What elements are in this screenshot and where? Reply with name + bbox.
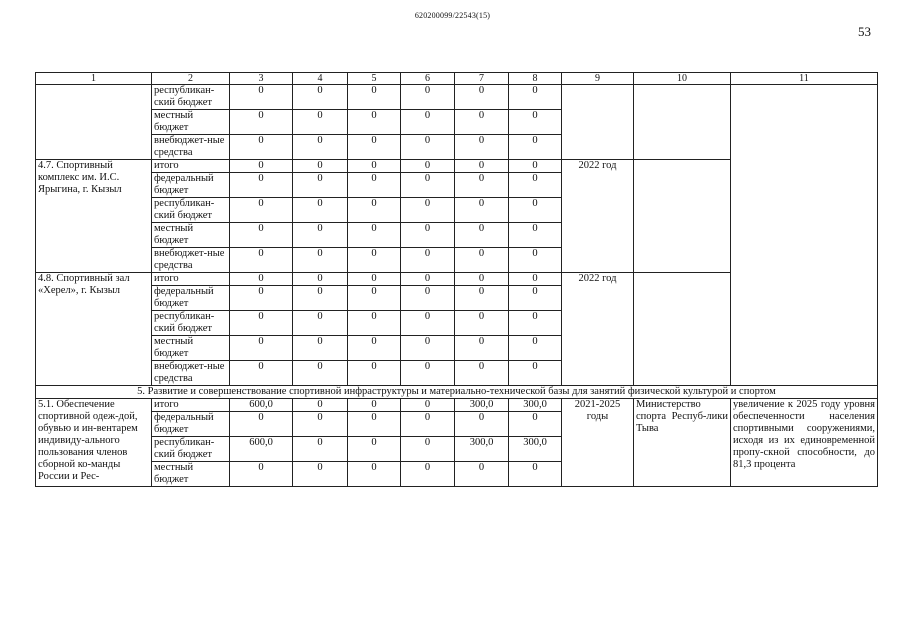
amount-cell: 0 bbox=[348, 110, 401, 135]
amount-cell: 0 bbox=[293, 173, 348, 198]
amount-cell: 300,0 bbox=[509, 437, 562, 462]
funding-source: республикан-ский бюджет bbox=[152, 437, 230, 462]
amount-cell: 0 bbox=[455, 273, 509, 286]
amount-cell: 0 bbox=[348, 412, 401, 437]
amount-cell: 0 bbox=[509, 462, 562, 487]
column-number: 9 bbox=[562, 73, 634, 85]
funding-source: местный бюджет bbox=[152, 110, 230, 135]
amount-cell: 0 bbox=[401, 462, 455, 487]
amount-cell: 0 bbox=[230, 412, 293, 437]
amount-cell: 0 bbox=[455, 248, 509, 273]
amount-cell: 0 bbox=[401, 286, 455, 311]
amount-cell: 0 bbox=[348, 462, 401, 487]
amount-cell: 0 bbox=[293, 399, 348, 412]
amount-cell: 0 bbox=[401, 412, 455, 437]
amount-cell: 0 bbox=[401, 110, 455, 135]
amount-cell: 0 bbox=[401, 311, 455, 336]
amount-cell: 0 bbox=[455, 160, 509, 173]
executor-cell bbox=[634, 85, 731, 160]
amount-cell: 0 bbox=[293, 462, 348, 487]
amount-cell: 300,0 bbox=[455, 399, 509, 412]
amount-cell: 0 bbox=[230, 85, 293, 110]
amount-cell: 0 bbox=[509, 273, 562, 286]
amount-cell: 0 bbox=[509, 311, 562, 336]
amount-cell: 0 bbox=[230, 273, 293, 286]
amount-cell: 0 bbox=[401, 198, 455, 223]
amount-cell: 0 bbox=[509, 198, 562, 223]
amount-cell: 0 bbox=[230, 110, 293, 135]
amount-cell: 0 bbox=[509, 248, 562, 273]
column-number: 4 bbox=[293, 73, 348, 85]
column-number: 5 bbox=[348, 73, 401, 85]
amount-cell: 0 bbox=[401, 399, 455, 412]
amount-cell: 300,0 bbox=[509, 399, 562, 412]
amount-cell: 0 bbox=[401, 248, 455, 273]
amount-cell: 0 bbox=[455, 173, 509, 198]
amount-cell: 0 bbox=[230, 160, 293, 173]
amount-cell: 0 bbox=[509, 135, 562, 160]
funding-source: внебюджет-ные средства bbox=[152, 248, 230, 273]
object-name: 4.7. Спортивный комплекс им. И.С. Ярыгина, г. Кызыл bbox=[36, 160, 152, 273]
column-number: 7 bbox=[455, 73, 509, 85]
amount-cell: 0 bbox=[348, 286, 401, 311]
page-number: 53 bbox=[858, 24, 871, 39]
amount-cell: 0 bbox=[401, 361, 455, 386]
amount-cell: 0 bbox=[230, 336, 293, 361]
table-row bbox=[36, 399, 878, 412]
amount-cell: 0 bbox=[509, 412, 562, 437]
amount-cell: 0 bbox=[401, 223, 455, 248]
funding-source: внебюджет-ные средства bbox=[152, 135, 230, 160]
amount-cell: 0 bbox=[293, 160, 348, 173]
column-number: 3 bbox=[230, 73, 293, 85]
amount-cell: 0 bbox=[455, 110, 509, 135]
amount-cell: 0 bbox=[230, 135, 293, 160]
amount-cell: 0 bbox=[509, 110, 562, 135]
header-row bbox=[36, 73, 878, 85]
column-number: 10 bbox=[634, 73, 731, 85]
amount-cell: 0 bbox=[509, 336, 562, 361]
amount-cell: 0 bbox=[230, 286, 293, 311]
amount-cell: 0 bbox=[401, 85, 455, 110]
amount-cell: 0 bbox=[455, 85, 509, 110]
amount-cell: 0 bbox=[293, 437, 348, 462]
result-cell bbox=[731, 85, 878, 386]
amount-cell: 0 bbox=[455, 223, 509, 248]
amount-cell: 0 bbox=[509, 223, 562, 248]
funding-source: республикан-ский бюджет bbox=[152, 311, 230, 336]
column-number: 2 bbox=[152, 73, 230, 85]
amount-cell: 0 bbox=[348, 248, 401, 273]
amount-cell: 0 bbox=[455, 135, 509, 160]
amount-cell: 0 bbox=[293, 198, 348, 223]
funding-source: местный бюджет bbox=[152, 462, 230, 487]
amount-cell: 0 bbox=[293, 286, 348, 311]
amount-cell: 0 bbox=[293, 135, 348, 160]
amount-cell: 0 bbox=[293, 412, 348, 437]
funding-source: федеральный бюджет bbox=[152, 173, 230, 198]
executor-cell bbox=[634, 160, 731, 273]
funding-source: итого bbox=[152, 160, 230, 173]
amount-cell: 0 bbox=[293, 336, 348, 361]
amount-cell: 0 bbox=[401, 160, 455, 173]
funding-source: внебюджет-ные средства bbox=[152, 361, 230, 386]
amount-cell: 0 bbox=[401, 173, 455, 198]
column-number: 1 bbox=[36, 73, 152, 85]
amount-cell: 0 bbox=[230, 462, 293, 487]
amount-cell: 0 bbox=[455, 311, 509, 336]
amount-cell: 600,0 bbox=[230, 437, 293, 462]
amount-cell: 0 bbox=[230, 361, 293, 386]
amount-cell: 0 bbox=[401, 437, 455, 462]
amount-cell: 0 bbox=[230, 173, 293, 198]
table-row bbox=[36, 85, 878, 110]
amount-cell: 0 bbox=[455, 462, 509, 487]
amount-cell: 0 bbox=[509, 160, 562, 173]
funding-source: итого bbox=[152, 399, 230, 412]
funding-source: республикан-ский бюджет bbox=[152, 85, 230, 110]
amount-cell: 0 bbox=[348, 311, 401, 336]
column-number: 11 bbox=[731, 73, 878, 85]
amount-cell: 0 bbox=[509, 173, 562, 198]
amount-cell: 0 bbox=[230, 223, 293, 248]
expected-result: увеличение к 2025 году уровня обеспеченности населения спортивными сооружениями, исходя из их единовременной пропу-скной способности, до 81,3 процента bbox=[731, 399, 878, 487]
amount-cell: 0 bbox=[348, 273, 401, 286]
measure-name: 5.1. Обеспечение спортивной одеж-дой, обувью и ин-вентарем индивиду-ального пользования членов сборной ко-манды России и Рес- bbox=[36, 399, 152, 487]
amount-cell: 0 bbox=[455, 286, 509, 311]
object-name-cell bbox=[36, 85, 152, 160]
period-cell bbox=[562, 85, 634, 160]
amount-cell: 0 bbox=[293, 361, 348, 386]
amount-cell: 0 bbox=[348, 198, 401, 223]
amount-cell: 0 bbox=[230, 248, 293, 273]
amount-cell: 0 bbox=[293, 311, 348, 336]
amount-cell: 0 bbox=[348, 135, 401, 160]
program-table bbox=[35, 72, 878, 487]
column-number: 6 bbox=[401, 73, 455, 85]
amount-cell: 0 bbox=[348, 336, 401, 361]
funding-source: федеральный бюджет bbox=[152, 412, 230, 437]
amount-cell: 0 bbox=[348, 437, 401, 462]
amount-cell: 0 bbox=[230, 311, 293, 336]
amount-cell: 0 bbox=[348, 361, 401, 386]
amount-cell: 0 bbox=[401, 273, 455, 286]
amount-cell: 0 bbox=[230, 198, 293, 223]
amount-cell: 0 bbox=[455, 412, 509, 437]
executor-cell bbox=[634, 273, 731, 386]
section-row bbox=[36, 386, 878, 399]
funding-source: местный бюджет bbox=[152, 336, 230, 361]
amount-cell: 0 bbox=[348, 399, 401, 412]
section-title: 5. Развитие и совершенствование спортивной инфраструктуры и материально-технической базы для занятий физической культурой и спортом bbox=[36, 386, 878, 399]
amount-cell: 300,0 bbox=[455, 437, 509, 462]
executor: Министерство спорта Респуб-лики Тыва bbox=[634, 399, 731, 487]
amount-cell: 0 bbox=[455, 198, 509, 223]
amount-cell: 0 bbox=[348, 85, 401, 110]
funding-source: федеральный бюджет bbox=[152, 286, 230, 311]
amount-cell: 0 bbox=[455, 361, 509, 386]
period: 2022 год bbox=[562, 160, 634, 273]
funding-source: итого bbox=[152, 273, 230, 286]
period: 2022 год bbox=[562, 273, 634, 386]
amount-cell: 0 bbox=[348, 223, 401, 248]
amount-cell: 0 bbox=[293, 223, 348, 248]
object-name: 4.8. Спортивный зал «Херел», г. Кызыл bbox=[36, 273, 152, 386]
amount-cell: 0 bbox=[348, 173, 401, 198]
amount-cell: 0 bbox=[293, 85, 348, 110]
amount-cell: 0 bbox=[509, 286, 562, 311]
amount-cell: 0 bbox=[509, 85, 562, 110]
document-code: 620200099/22543(15) bbox=[414, 11, 491, 20]
amount-cell: 0 bbox=[401, 135, 455, 160]
amount-cell: 0 bbox=[455, 336, 509, 361]
period: 2021-2025 годы bbox=[562, 399, 634, 487]
amount-cell: 600,0 bbox=[230, 399, 293, 412]
funding-source: местный бюджет bbox=[152, 223, 230, 248]
amount-cell: 0 bbox=[293, 248, 348, 273]
amount-cell: 0 bbox=[348, 160, 401, 173]
amount-cell: 0 bbox=[293, 273, 348, 286]
amount-cell: 0 bbox=[293, 110, 348, 135]
amount-cell: 0 bbox=[509, 361, 562, 386]
amount-cell: 0 bbox=[401, 336, 455, 361]
column-number: 8 bbox=[509, 73, 562, 85]
funding-source: республикан-ский бюджет bbox=[152, 198, 230, 223]
